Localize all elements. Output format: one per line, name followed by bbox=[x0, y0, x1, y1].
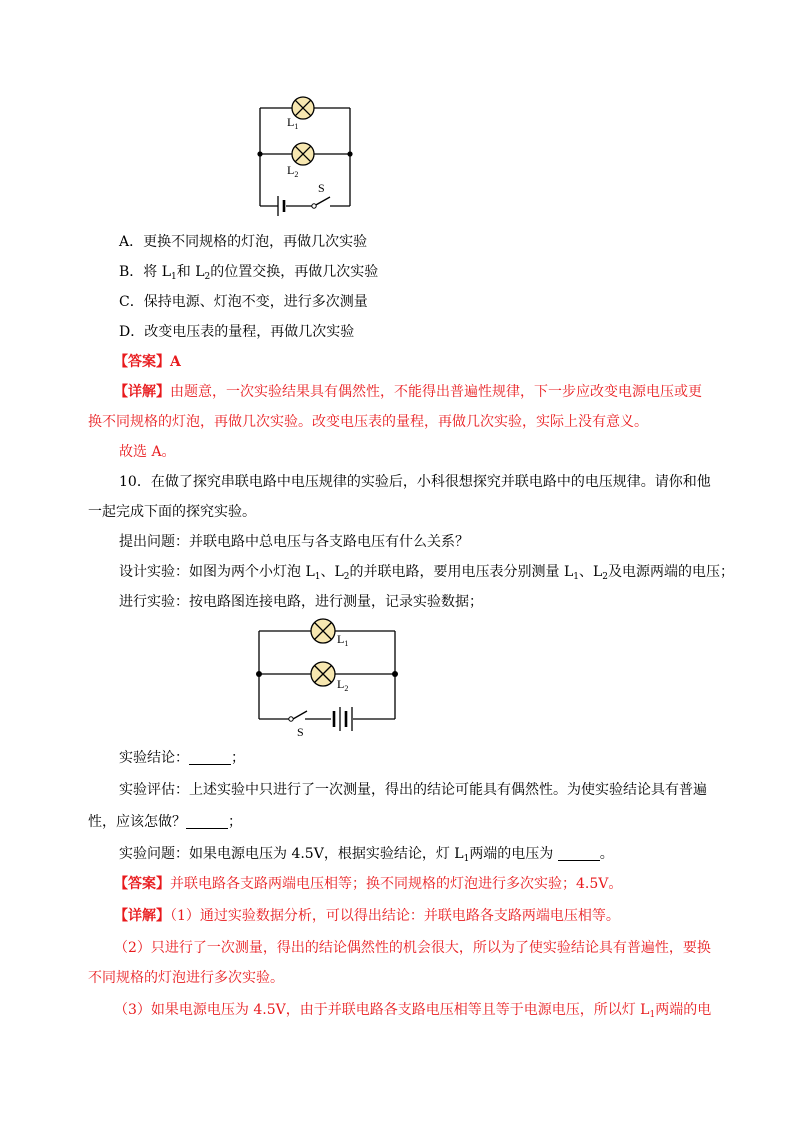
lamp-l1-icon bbox=[311, 619, 335, 643]
lamp-l2-icon bbox=[292, 143, 314, 165]
switch-label: S bbox=[297, 725, 304, 739]
question-10-conduct: 进行实验：按电路图连接电路，进行测量，记录实验数据； bbox=[119, 594, 483, 610]
detail-10-p2a: （2）只进行了一次测量，得出的结论偶然性的机会很大，所以为了使实验结论具有普遍性，要换 bbox=[114, 940, 711, 956]
lamp-l2-label: L bbox=[287, 163, 295, 177]
switch-contact-1 bbox=[312, 204, 316, 208]
question-10-line-1: 10．在做了探究串联电路中电压规律的实验后，小科很想探究并联电路中的电压规律。请你和他 bbox=[119, 474, 711, 490]
switch-contact-2 bbox=[289, 717, 293, 721]
answer-10: 【答案】并联电路各支路两端电压相等；换不同规格的灯泡进行多次实验；4.5V。 bbox=[114, 876, 623, 892]
lamp-l1-label: L bbox=[337, 632, 345, 646]
answer-9: 【答案】A bbox=[114, 354, 181, 370]
answer-blank-2[interactable] bbox=[186, 814, 228, 829]
question-10-design: 设计实验：如图为两个小灯泡 $L_1$、$L_2$的并联电路，要用电压表分别测量 $L_1$、$L_2$及电源两端的电压； bbox=[119, 564, 735, 582]
lamp-l1-label: L bbox=[287, 115, 295, 129]
option-d: D．改变电压表的量程，再做几次实验 bbox=[119, 324, 355, 340]
answer-blank-3[interactable] bbox=[558, 846, 600, 861]
circuit-diagram-1 bbox=[240, 90, 370, 220]
detail-9-line-2: 换不同规格的灯泡，再做几次实验。改变电压表的量程，再做几次实验，实际上没有意义。 bbox=[88, 414, 648, 430]
lamp-l2-label: L bbox=[337, 677, 345, 691]
question-10-evaluation-2: 性，应该怎做？ ； bbox=[88, 814, 242, 830]
detail-9-line-1: 【详解】由题意，一次实验结果具有偶然性，不能得出普遍性规律，下一步应改变电源电压或更 bbox=[114, 384, 702, 400]
svg-text:L1: $L_1$ bbox=[287, 115, 299, 131]
svg-text:L2: $L_2$ bbox=[287, 163, 299, 179]
battery-symbol-2 bbox=[334, 707, 352, 731]
detail-10-p2b: 不同规格的灯泡进行多次实验。 bbox=[88, 970, 284, 986]
option-a: A．更换不同规格的灯泡，再做几次实验 bbox=[119, 234, 368, 250]
svg-text:L2: $L_2$ bbox=[337, 677, 349, 693]
option-b: B．将 $L_1$和 $L_2$的位置交换，再做几次实验 bbox=[119, 264, 379, 282]
lamp-l2-icon bbox=[311, 662, 335, 686]
option-c: C．保持电源、灯泡不变，进行多次测量 bbox=[119, 294, 368, 310]
detail-10-p3: （3）如果电源电压为 4.5V，由于并联电路各支路电压相等且等于电源电压，所以灯 $L_1$两端的电 bbox=[114, 1002, 712, 1020]
question-10-evaluation-1: 实验评估：上述实验中只进行了一次测量，得出的结论可能具有偶然性。为使实验结论具有普遍 bbox=[119, 782, 707, 798]
question-10-conclusion: 实验结论： ； bbox=[119, 750, 245, 766]
answer-blank-1[interactable] bbox=[189, 750, 231, 765]
circuit-diagram-2 bbox=[245, 615, 410, 740]
question-10-problem: 实验问题：如果电源电压为 4.5V，根据实验结论，灯 $L_1$两端的电压为 。 bbox=[119, 846, 614, 864]
detail-9-line-3: 故选 A。 bbox=[119, 444, 176, 460]
question-10-ask: 提出问题：并联电路中总电压与各支路电压有什么关系？ bbox=[119, 534, 469, 550]
switch-label: S bbox=[318, 181, 325, 195]
battery-symbol-1 bbox=[278, 196, 284, 216]
detail-10-p1: 【详解】（1）通过实验数据分析，可以得出结论：并联电路各支路两端电压相等。 bbox=[114, 908, 620, 924]
svg-text:L1: $L_1$ bbox=[337, 632, 349, 648]
question-10-line-2: 一起完成下面的探究实验。 bbox=[88, 504, 256, 520]
lamp-l1-icon bbox=[292, 97, 314, 119]
